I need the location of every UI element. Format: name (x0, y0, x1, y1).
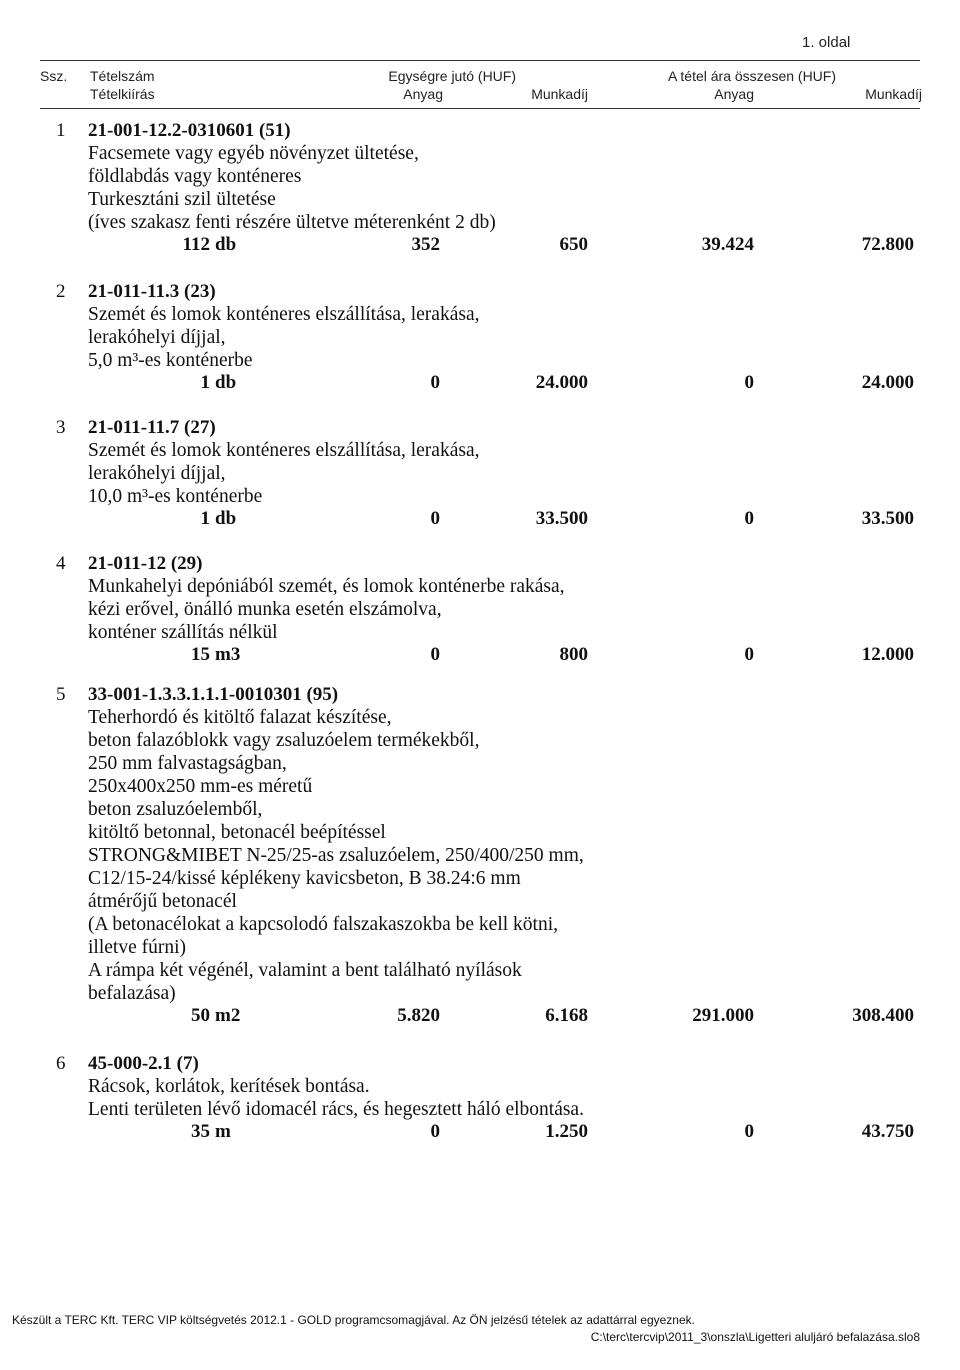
item-total-munkadij: 24.000 (861, 372, 914, 393)
header-unit-anyag: Anyag (403, 86, 443, 102)
footer-note: Készült a TERC Kft. TERC VIP költségvetés 2012.1 - GOLD programcsomagjával. Az ÖN jelzésű tételek az adattárral egyeznek. (12, 1313, 695, 1327)
item-quantity: 35 (191, 1121, 210, 1142)
item-description: Munkahelyi depóniából szemét, és lomok konténerbe rakása, kézi erővel, önálló munka esetén elszámolva, konténer szállítás nélkül (88, 576, 565, 643)
item-code: 21-011-11.3 (23) (88, 281, 216, 302)
item-quantity: 112 (182, 234, 210, 255)
item-values-row (0, 644, 960, 668)
header-top-rule (40, 60, 920, 61)
item-unit-munkadij: 24.000 (535, 372, 588, 393)
item-unit-anyag: 0 (430, 372, 440, 393)
header-bottom-rule (40, 108, 920, 109)
item-unit-munkadij: 650 (559, 234, 588, 255)
item-description: Szemét és lomok konténeres elszállítása, lerakása, lerakóhelyi díjjal, 10,0 m³-es konténerbe (88, 440, 480, 507)
header-tetelszam: Tételszám (90, 68, 155, 84)
item-total-anyag: 0 (744, 508, 754, 529)
item-unit: db (215, 508, 237, 529)
item-unit: m2 (215, 1005, 241, 1026)
item-total-munkadij: 12.000 (861, 644, 914, 665)
item-unit: db (215, 372, 237, 393)
item-code: 33-001-1.3.3.1.1.1-0010301 (95) (88, 684, 339, 705)
item-code: 21-011-12 (29) (88, 553, 203, 574)
item-values-row (0, 1121, 960, 1145)
item-code: 45-000-2.1 (7) (88, 1053, 199, 1074)
item-values-row (0, 372, 960, 396)
item-unit: db (215, 234, 237, 255)
header-ssz: Ssz. (40, 68, 68, 84)
item-description: Facsemete vagy egyéb növényzet ültetése, földlabdás vagy konténeres Turkesztáni szil ültetése (íves szakasz fenti részére ültetve méterenként 2 db) (88, 143, 496, 233)
item-code: 21-001-12.2-0310601 (51) (88, 120, 291, 141)
item-values-row (0, 508, 960, 532)
header-unit-price: Egységre jutó (HUF) (388, 68, 516, 84)
item-values-row (0, 234, 960, 258)
footer-path: C:\terc\tercvip\2011_3\onszla\Ligetteri aluljáró befalazása.slo8 (590, 1330, 920, 1344)
item-unit: m (215, 1121, 231, 1142)
item-total-munkadij: 72.800 (861, 234, 914, 255)
item-quantity: 1 (200, 508, 210, 529)
header-unit-munkadij: Munkadíj (531, 86, 588, 102)
item-description: Rácsok, korlátok, kerítések bontása. Lenti területen lévő idomacél rács, és hegesztett háló elbontása. (88, 1076, 584, 1120)
item-unit-munkadij: 1.250 (545, 1121, 588, 1142)
item-index: 4 (56, 553, 66, 574)
header-total-munkadij: Munkadíj (865, 86, 922, 102)
item-total-anyag: 0 (744, 1121, 754, 1142)
item-values-row (0, 1005, 960, 1029)
item-total-anyag: 0 (744, 372, 754, 393)
item-description: Teherhordó és kitöltő falazat készítése, beton falazóblokk vagy zsaluzóelem termékekből, 250 mm falvastagságban, 250x400x250 mm-es méretű beton zsaluzóelemből, kitöltő betonnal, betonacél beépítéssel STRONG&MIBET N-25/25-as zsaluzóelem, 250/400/250 mm, C12/15-24/kissé képlékeny kavicsbeton, B 38.24:6 mm átmérőjű betonacél (A betonacélokat a kapcsolodó falszakaszokba be kell kötni, illetve fúrni) A rámpa két végénél, valamint a bent található nyílások befalazása) (88, 707, 584, 1004)
item-quantity: 50 (191, 1005, 210, 1026)
item-total-munkadij: 43.750 (861, 1121, 914, 1142)
item-index: 2 (56, 281, 66, 302)
item-unit-anyag: 0 (430, 508, 440, 529)
item-unit-anyag: 0 (430, 644, 440, 665)
item-unit: m3 (215, 644, 241, 665)
item-index: 6 (56, 1053, 66, 1074)
item-index: 3 (56, 417, 66, 438)
item-unit-munkadij: 800 (559, 644, 588, 665)
header-total-anyag: Anyag (714, 86, 754, 102)
item-total-munkadij: 33.500 (861, 508, 914, 529)
item-unit-anyag: 5.820 (397, 1005, 440, 1026)
item-total-anyag: 39.424 (701, 234, 754, 255)
header-total-price: A tétel ára összesen (HUF) (667, 68, 836, 84)
item-total-anyag: 291.000 (692, 1005, 754, 1026)
item-unit-anyag: 0 (430, 1121, 440, 1142)
item-quantity: 1 (200, 372, 210, 393)
item-quantity: 15 (191, 644, 210, 665)
item-description: Szemét és lomok konténeres elszállítása, lerakása, lerakóhelyi díjjal, 5,0 m³-es konténerbe (88, 304, 480, 371)
item-index: 1 (56, 120, 66, 141)
item-unit-munkadij: 6.168 (545, 1005, 588, 1026)
page-number: 1. oldal (802, 34, 851, 51)
item-unit-munkadij: 33.500 (535, 508, 588, 529)
item-index: 5 (56, 684, 66, 705)
item-unit-anyag: 352 (411, 234, 440, 255)
item-total-munkadij: 308.400 (852, 1005, 914, 1026)
item-total-anyag: 0 (744, 644, 754, 665)
item-code: 21-011-11.7 (27) (88, 417, 216, 438)
header-tetelkiiras: Tételkiírás (90, 86, 155, 102)
